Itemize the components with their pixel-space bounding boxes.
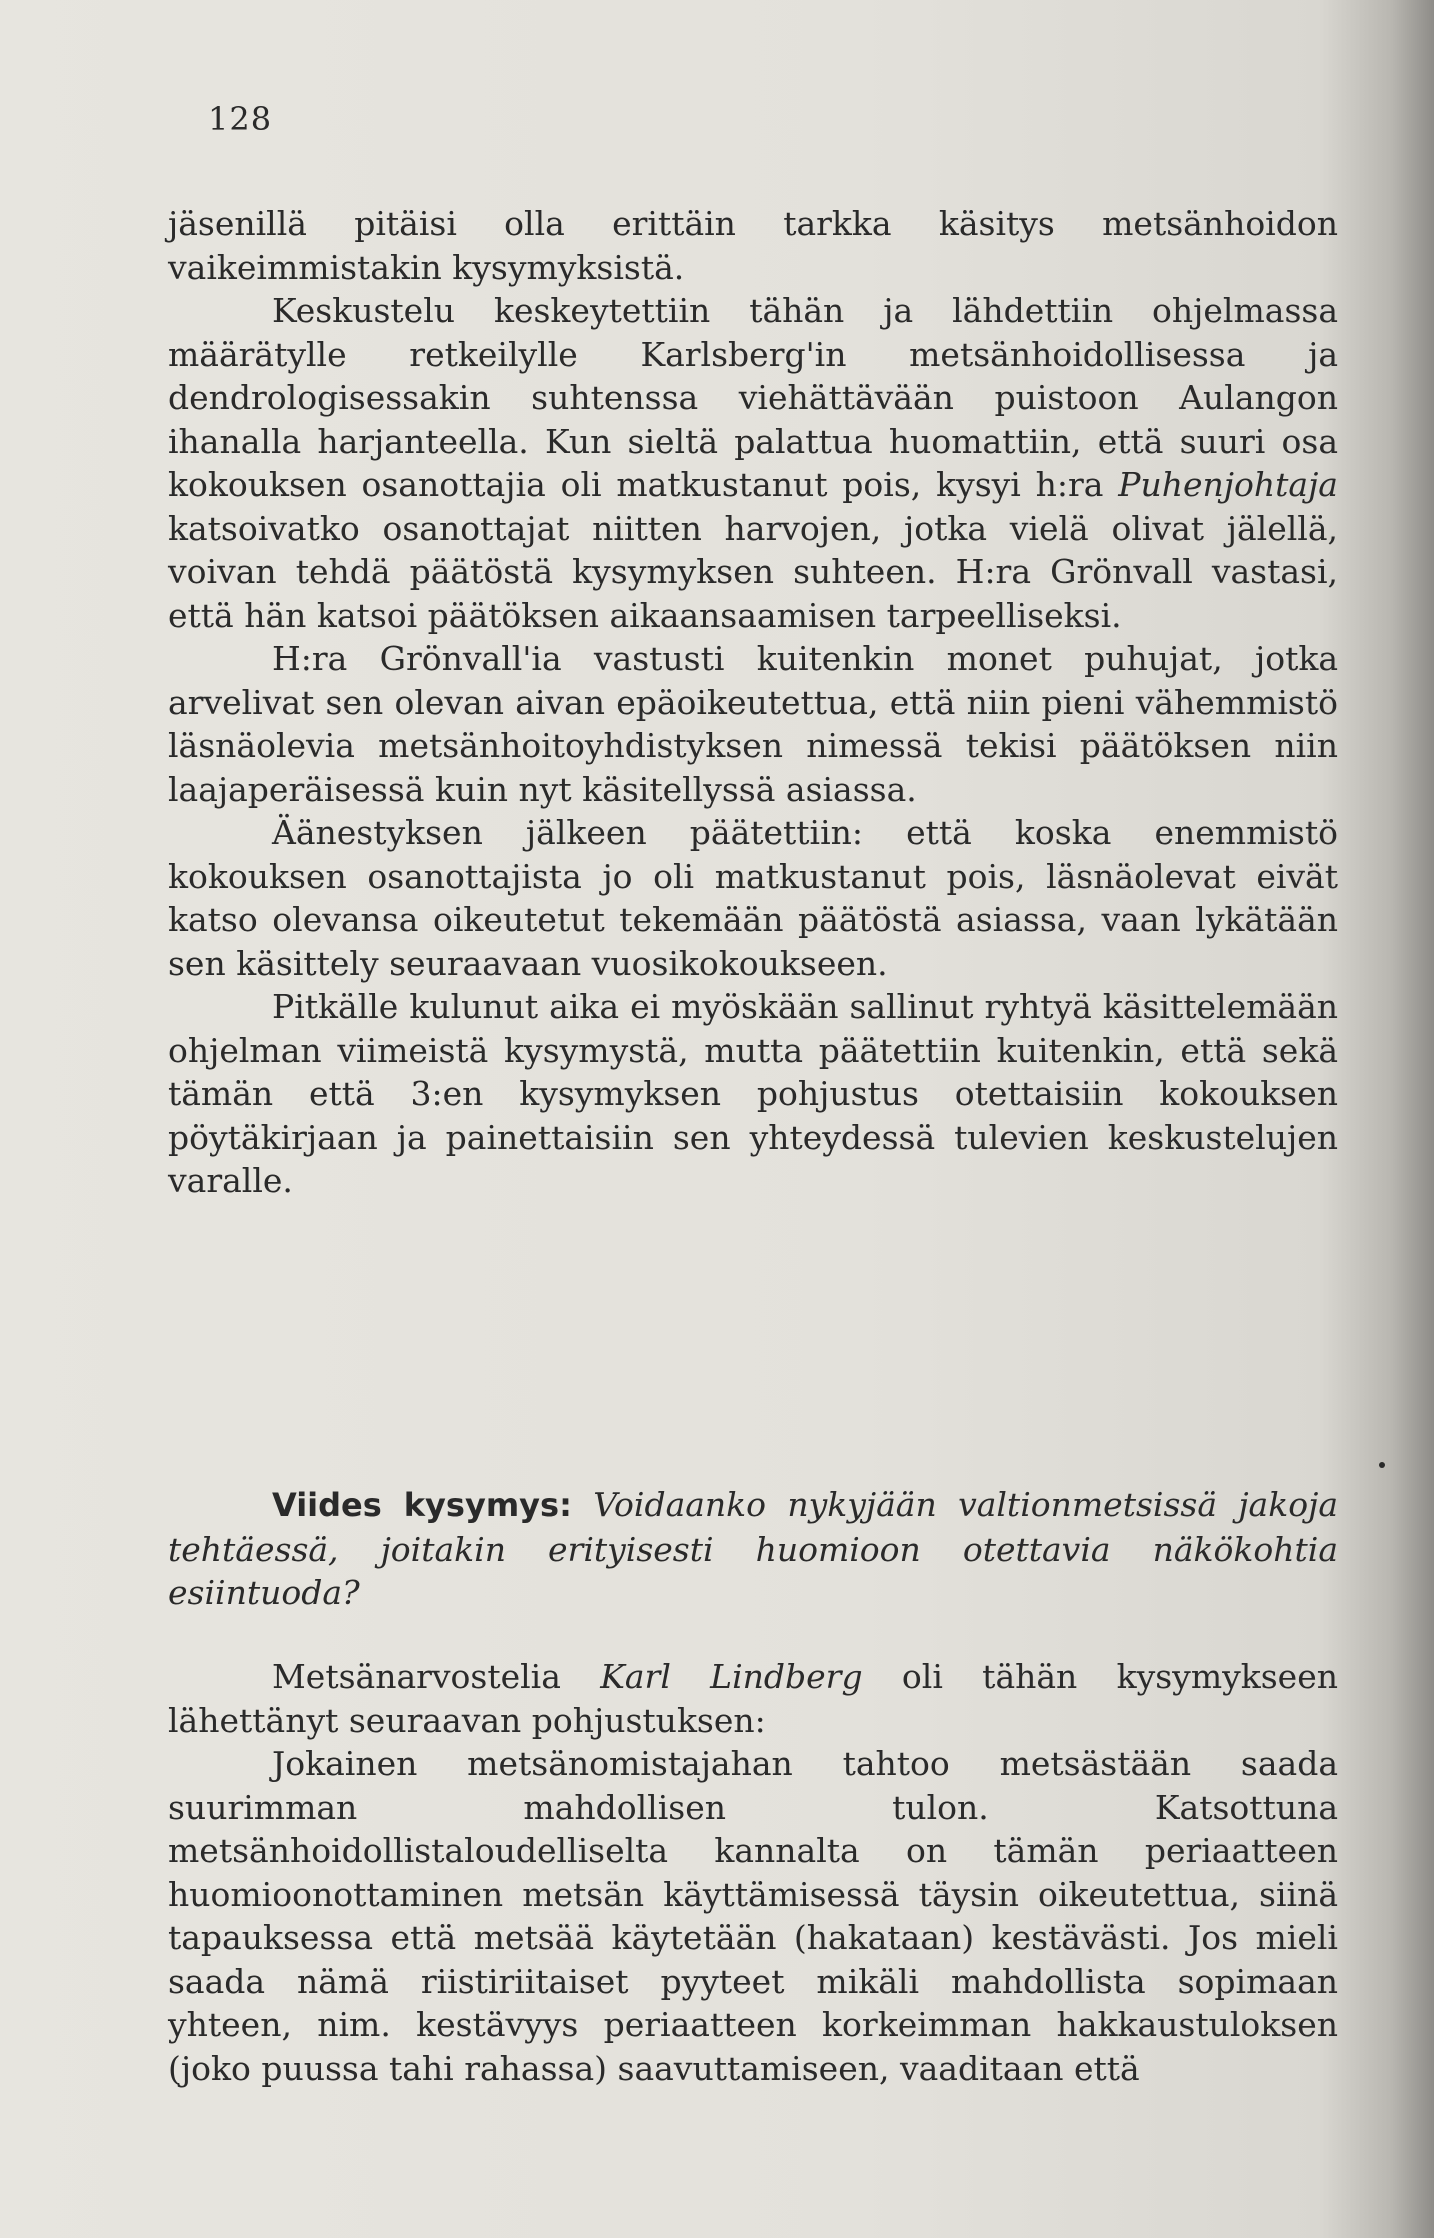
question-label: Viides kysymys: [272, 1486, 572, 1524]
paragraph-text: katsoivatko osanottajat niitten harvojen, jotka vielä olivat jälellä, voivan tehdä päätöstä kysymyksen suhteen. H:ra Grönvall vastasi, että hän katsoi päätöksen aikaansaamisen tarpeelliseksi. [168, 508, 1338, 635]
top-text-block [168, 202, 1338, 1203]
page-number: 128 [208, 100, 273, 138]
italic-name: Karl Lindberg [600, 1657, 863, 1696]
paragraph-excursion [168, 289, 1338, 637]
paragraph-text: Metsänarvostelia [272, 1657, 601, 1696]
paragraph-time: Pitkälle kulunut aika ei myöskään sallinut ryhtyä käsittelemään ohjelman viimeistä kysymystä, mutta päätettiin kuitenkin, että sekä tämän että 3:en kysymyksen pohjustus otettaisiin kokouksen pöytäkirjaan ja painettaisiin sen yhteydessä tulevien keskustelujen varalle. [168, 987, 1338, 1200]
paragraph-continuation: jäsenillä pitäisi olla erittäin tarkka käsitys metsänhoidon vaikeimmistakin kysymyksistä. [168, 204, 1338, 287]
paragraph-objection: H:ra Grönvall'ia vastusti kuitenkin monet puhujat, jotka arvelivat sen olevan aivan epäoikeutettua, että niin pieni vähemmistö läsnäolevia metsänhoitoyhdistyksen nimessä tekisi päätöksen niin laajaperäisessä kuin nyt käsitellyssä asiassa. [168, 639, 1338, 809]
question-heading [168, 1483, 1338, 1615]
bottom-text-block [168, 1655, 1338, 2090]
question-heading-text [168, 1483, 1338, 1615]
paragraph-text: oli tähän kysymykseen lähettänyt seuraavan pohjustuksen: [168, 1657, 1338, 1740]
paragraph-vote: Äänestyksen jälkeen päätettiin: että koska enemmistö kokouksen osanottajista jo oli matkustanut pois, läsnäolevat eivät katso olevansa oikeutetut tekemään päätöstä asiassa, vaan lykätään sen käsittely seuraavaan vuosikokoukseen. [168, 813, 1338, 983]
ink-speck [1379, 1462, 1385, 1468]
paragraph-last: Jokainen metsänomistajahan tahtoo metsästään saada suurimman mahdollisen tulon. Katsottuna metsänhoidollistaloudelliselta kannalta on tämän periaatteen huomioonottaminen metsän käyttämisessä täysin oikeutettua, siinä tapauksessa että metsää käytetään (hakataan) kestävästi. Jos mieli saada nämä riistiriitaiset pyyteet mikäli mahdollista sopimaan yhteen, nim. kestävyys periaatteen korkeimman hakkaustuloksen (joko puussa tahi rahassa) saavuttamiseen, vaaditaan että [168, 1744, 1338, 2088]
paragraph-intro [168, 1655, 1338, 1742]
question-text: Voidaanko nykyjään valtionmetsissä jakoja tehtäessä, joitakin erityisesti huomioon otettavia näkökohtia esiintuoda? [168, 1485, 1338, 1612]
paragraph-text: Keskustelu keskeytettiin tähän ja lähdettiin ohjelmassa määrätylle retkeilylle Karlsberg'in metsänhoidollisessa ja dendrologisessakin suhtenssa viehättävään puistoon Aulangon ihanalla harjanteella. Kun sieltä palattua huomattiin, että suuri osa kokouksen osanottajia oli matkustanut pois, kysyi h:ra [168, 291, 1338, 504]
italic-name: Puhenjohtaja [1118, 465, 1338, 504]
